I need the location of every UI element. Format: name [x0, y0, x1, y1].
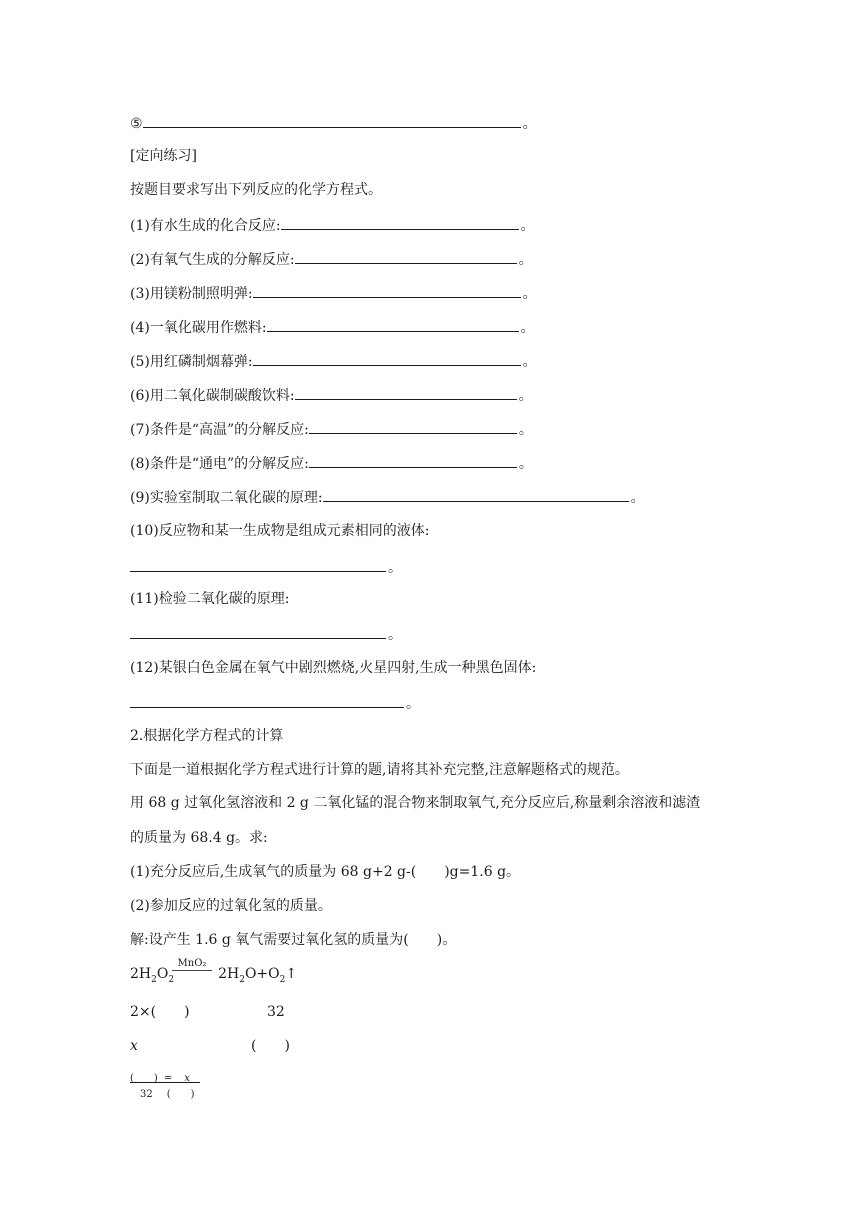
item-8 [130, 452, 533, 474]
item-10-label: (10)反应物和某一生成物是组成元素相同的液体: [130, 523, 430, 539]
answer-blank[interactable] [281, 214, 519, 230]
item-label: (2)有氧气生成的分解反应: [130, 252, 295, 268]
item-12-answer [130, 692, 420, 714]
section-label: [定向练习] [130, 148, 197, 164]
ratio-left: 2×( ) [130, 1004, 190, 1020]
period: 。 [518, 456, 533, 472]
item-label: (6)用二氧化碳制碳酸饮料: [130, 388, 295, 404]
answer-blank[interactable] [253, 282, 521, 298]
answer-blank[interactable] [309, 452, 517, 468]
period: 。 [520, 320, 535, 336]
part-1: (1)充分反应后,生成氧气的质量为 68 g+2 g-( )g=1.6 g。 [130, 864, 521, 880]
answer-blank[interactable] [295, 384, 517, 400]
denominator-right: ( ) [166, 1089, 195, 1100]
item-7 [130, 418, 533, 440]
period: 。 [518, 388, 533, 404]
problem-text-line-1: 用 68 g 过氧化氢溶液和 2 g 二氧化锰的混合物来制取氧气,充分反应后,称量剩余溶液和滤渣 [130, 795, 701, 811]
ratio-row-2 [130, 1036, 290, 1056]
answer-blank[interactable] [323, 486, 629, 502]
answer-blank[interactable] [130, 556, 386, 572]
equals-sign: = [163, 1073, 173, 1084]
item-11-answer [130, 623, 402, 645]
item-label: (3)用镁粉制照明弹: [130, 286, 253, 302]
period: 。 [518, 422, 533, 438]
period: 。 [388, 627, 402, 643]
ratio-right: 32 [267, 1004, 285, 1020]
period: 。 [522, 354, 537, 370]
ratio-row-1 [130, 1002, 285, 1022]
period: 。 [518, 252, 533, 268]
item-2 [130, 248, 533, 270]
answer-blank[interactable] [143, 112, 521, 128]
item-11-label: (11)检验二氧化碳的原理: [130, 591, 290, 607]
item-6 [130, 384, 533, 406]
period: 。 [406, 696, 420, 712]
numerator-left: ( ) [130, 1073, 158, 1084]
item-label: (1)有水生成的化合反应: [130, 218, 281, 234]
problem-text-line-2: 的质量为 68.4 g。求: [130, 830, 268, 846]
numerator-right: x [184, 1073, 190, 1084]
period: 。 [388, 560, 402, 576]
item-label: (8)条件是“通电”的分解反应: [130, 456, 309, 472]
section-2-intro: 下面是一道根据化学方程式进行计算的题,请将其补充完整,注意解题格式的规范。 [130, 762, 629, 778]
period: 。 [520, 218, 535, 234]
period: 。 [522, 286, 537, 302]
answer-blank[interactable] [267, 316, 519, 332]
item-9 [130, 486, 645, 508]
item-label: (9)实验室制取二氧化碳的原理: [130, 490, 323, 506]
answer-blank[interactable] [253, 350, 521, 366]
part-2: (2)参加反应的过氧化氢的质量。 [130, 898, 332, 914]
period: 。 [522, 116, 537, 132]
item-12-label: (12)某银白色金属在氧气中剧烈燃烧,火星四射,生成一种黑色固体: [130, 660, 537, 676]
catalyst-condition [172, 958, 212, 971]
answer-blank[interactable] [295, 248, 517, 264]
equation-reactant: $2H_2O_2$ [130, 966, 175, 985]
item-10-answer [130, 556, 402, 578]
item-label: (5)用红磷制烟幕弹: [130, 354, 253, 370]
ratio-right: ( ) [251, 1038, 290, 1054]
reaction-arrow-bar [172, 970, 212, 971]
section-2-title: 2.根据化学方程式的计算 [130, 728, 284, 744]
answer-blank[interactable] [130, 623, 386, 639]
question-5-line [130, 112, 537, 134]
ratio-left: x [130, 1038, 138, 1054]
chemical-equation [130, 966, 297, 985]
question-5-label: ⑤ [130, 116, 143, 132]
fraction-bar [130, 1082, 200, 1083]
item-5 [130, 350, 537, 372]
solution-statement: 解:设产生 1.6 g 氧气需要过氧化氢的质量为( )。 [130, 932, 457, 948]
period: 。 [630, 490, 645, 506]
item-1 [130, 214, 535, 236]
item-4 [130, 316, 535, 338]
catalyst-label: MnO₂ [177, 958, 207, 969]
denominator-left: 32 [140, 1089, 153, 1100]
answer-blank[interactable] [309, 418, 517, 434]
fraction-denominator [130, 1085, 195, 1100]
answer-blank[interactable] [130, 692, 404, 708]
equation-products: $2H_2O+O_2↑$ [218, 966, 298, 985]
item-3 [130, 282, 537, 304]
item-label: (7)条件是“高温”的分解反应: [130, 422, 309, 438]
item-label: (4)一氧化碳用作燃料: [130, 320, 267, 336]
instruction: 按题目要求写出下列反应的化学方程式。 [130, 182, 382, 198]
